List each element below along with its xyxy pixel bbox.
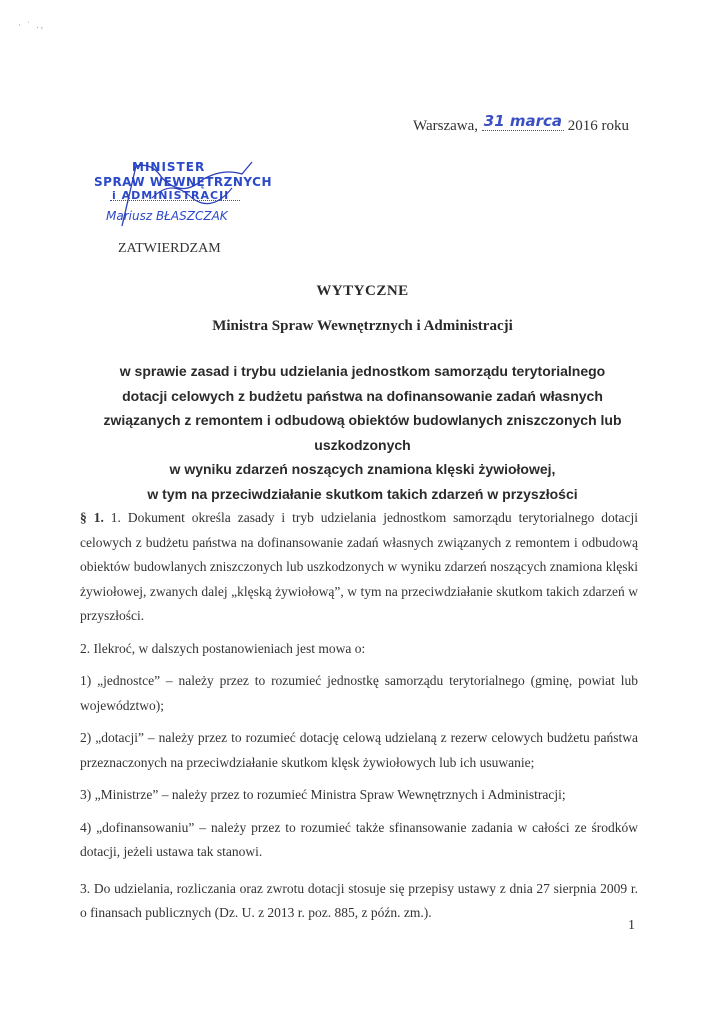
paragraph-3: 3. Do udzielania, rozliczania oraz zwrotu dotacji stosuje się przepisy ustawy z dnia 27 sierpnia 2009 r. o finansach publicznych (Dz. U. z 2013 r. poz. 885, z późn. zm.). xyxy=(80,880,638,920)
date-line xyxy=(413,112,630,135)
paragraph-2: 2. Ilekroć, w dalszych postanowieniach jest mowa o: xyxy=(80,640,366,656)
subject-line: związanych z remontem i odbudową obiektów budowlanych zniszczonych lub uszkodzonych xyxy=(103,412,622,453)
stamp-name: Mariusz BŁASZCZAK xyxy=(106,209,228,223)
subject-line: w wyniku zdarzeń noszących znamiona klęski żywiołowej, xyxy=(169,461,556,477)
page-number: 1 xyxy=(628,918,635,933)
definition-item-2: 2) „dotacji” – należy przez to rozumieć dotację celową udzielaną z rezerw celowych budżetu państwa przeznaczonych na przeciwdziałanie skutkom klęsk żywiołowych lub ich usuwanie; xyxy=(80,730,638,770)
document-body xyxy=(80,506,638,926)
stamp-line-ministry: SPRAW WEWNĘTRZNYCH xyxy=(94,175,273,189)
definition-item-1: 1) „jednostce” – należy przez to rozumieć jednostkę samorządu terytorialnego (gminę, powiat lub województwo); xyxy=(80,673,638,713)
document-subject xyxy=(60,359,665,506)
stamp-line-title: MINISTER xyxy=(132,160,206,174)
scan-marks: · ˈ ., xyxy=(18,20,45,30)
paragraph-1 xyxy=(80,506,638,629)
document-subtitle: Ministra Spraw Wewnętrznych i Administracji xyxy=(212,318,513,334)
definition-item-4: 4) „dofinansowaniu” – należy przez to rozumieć także sfinansowanie zadania w całości ze środków dotacji, jeżeli ustawa tak stanowi. xyxy=(80,819,638,859)
date-city: Warszawa, xyxy=(413,118,479,134)
subject-line: dotacji celowych z budżetu państwa na dofinansowanie zadań własnych xyxy=(122,387,603,404)
document-title: WYTYCZNE xyxy=(316,283,409,299)
handwritten-date: 31 marca xyxy=(483,112,563,130)
subject-line: w sprawie zasad i trybu udzielania jednostkom samorządu terytorialnego xyxy=(119,363,606,379)
paragraph-1-text: 1. Dokument określa zasady i tryb udzielania jednostkom samorządu terytorialnego dotacji celowych z budżetu państwa na dofinansowanie zadań własnych związanych z remontem i odbudową obiektów budowlanych zniszczonych lub uszkodzonych w wyniku zdarzeń noszących znamiona klęski żywiołowej, zwanych dalej „klęską żywiołową”, w tym na przeciwdziałanie skutkom takich zdarzeń w przyszłości. xyxy=(80,510,639,623)
subject-line: w tym na przeciwdziałanie skutkom takich zdarzeń w przyszłości xyxy=(147,485,578,502)
definition-item-3: 3) „Ministrze” – należy przez to rozumieć Ministra Spraw Wewnętrznych i Administracji; xyxy=(80,787,566,802)
date-year: 2016 roku xyxy=(567,118,630,134)
approval-label: ZATWIERDZAM xyxy=(118,241,221,256)
section-mark: § 1. xyxy=(80,510,104,525)
signature-scribble xyxy=(92,158,262,228)
stamp-line-administration: i ADMINISTRACJI xyxy=(112,189,230,202)
minister-stamp xyxy=(92,158,273,228)
